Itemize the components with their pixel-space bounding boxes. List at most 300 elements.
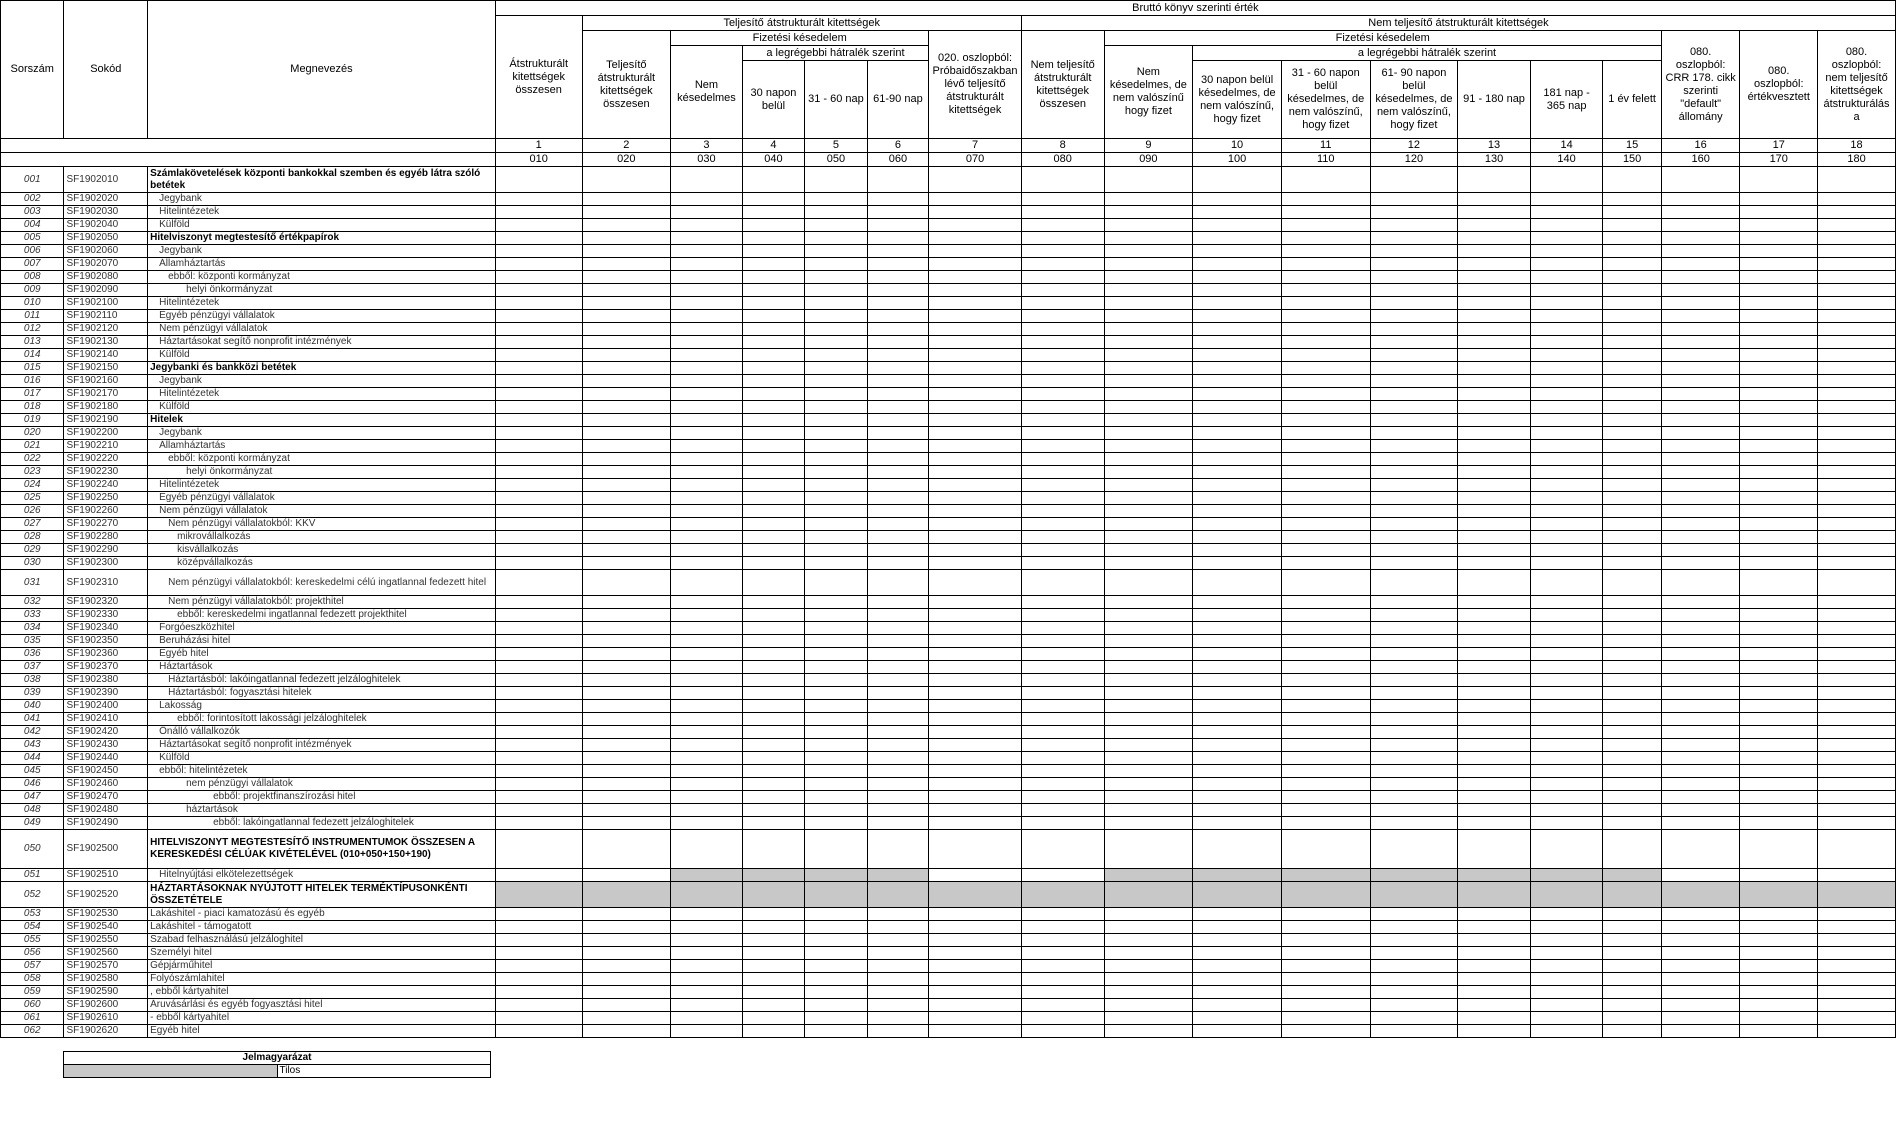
value-cell[interactable] [1530,778,1603,791]
value-cell[interactable] [1193,414,1282,427]
value-cell[interactable] [582,713,671,726]
value-cell[interactable] [1104,739,1193,752]
value-cell[interactable] [929,947,1022,960]
value-cell[interactable] [1370,167,1458,193]
value-cell[interactable] [1370,713,1458,726]
value-cell[interactable] [929,297,1022,310]
value-cell[interactable] [1740,713,1818,726]
value-cell[interactable] [742,492,804,505]
value-cell[interactable] [1530,349,1603,362]
value-cell[interactable] [1370,219,1458,232]
value-cell[interactable] [671,479,743,492]
value-cell[interactable] [1740,336,1818,349]
value-cell[interactable] [1281,687,1370,700]
value-cell[interactable] [582,336,671,349]
value-cell[interactable] [1818,310,1896,323]
value-cell[interactable] [1193,349,1282,362]
value-cell[interactable] [1818,726,1896,739]
value-cell[interactable] [867,986,928,999]
value-cell[interactable] [1370,986,1458,999]
value-cell[interactable] [742,245,804,258]
value-cell[interactable] [1370,999,1458,1012]
value-cell[interactable] [867,726,928,739]
value-cell[interactable] [805,700,867,713]
value-cell[interactable] [867,908,928,921]
value-cell[interactable] [1818,947,1896,960]
value-cell[interactable] [1818,245,1896,258]
value-cell[interactable] [1530,908,1603,921]
value-cell[interactable] [1104,375,1193,388]
value-cell[interactable] [1104,219,1193,232]
value-cell[interactable] [805,622,867,635]
value-cell[interactable] [1661,635,1740,648]
value-cell[interactable] [1458,635,1531,648]
value-cell[interactable] [1818,830,1896,869]
value-cell[interactable] [1530,531,1603,544]
value-cell[interactable] [867,401,928,414]
value-cell[interactable] [867,544,928,557]
value-cell[interactable] [582,167,671,193]
value-cell[interactable] [805,609,867,622]
value-cell[interactable] [1021,726,1104,739]
value-cell[interactable] [1021,804,1104,817]
value-cell[interactable] [1370,778,1458,791]
value-cell[interactable] [1661,596,1740,609]
value-cell[interactable] [867,830,928,869]
value-cell[interactable] [929,323,1022,336]
value-cell[interactable] [1370,804,1458,817]
value-cell[interactable] [1530,804,1603,817]
value-cell[interactable] [1818,505,1896,518]
value-cell[interactable] [1603,713,1661,726]
value-cell[interactable] [671,570,743,596]
value-cell[interactable] [929,193,1022,206]
value-cell[interactable] [1193,258,1282,271]
value-cell[interactable] [1530,817,1603,830]
value-cell[interactable] [1740,427,1818,440]
value-cell[interactable] [1193,518,1282,531]
value-cell[interactable] [1281,531,1370,544]
value-cell[interactable] [1818,596,1896,609]
value-cell[interactable] [1021,466,1104,479]
value-cell[interactable] [1193,947,1282,960]
value-cell[interactable] [1021,765,1104,778]
value-cell[interactable] [929,518,1022,531]
value-cell[interactable] [1818,635,1896,648]
value-cell[interactable] [867,167,928,193]
value-cell[interactable] [929,674,1022,687]
value-cell[interactable] [1193,700,1282,713]
value-cell[interactable] [1458,947,1531,960]
value-cell[interactable] [671,557,743,570]
value-cell[interactable] [1818,570,1896,596]
value-cell[interactable] [1021,414,1104,427]
value-cell[interactable] [1603,739,1661,752]
value-cell[interactable] [1818,284,1896,297]
value-cell[interactable] [1530,1025,1603,1038]
value-cell[interactable] [1104,388,1193,401]
value-cell[interactable] [495,570,582,596]
value-cell[interactable] [1603,830,1661,869]
value-cell[interactable] [867,609,928,622]
value-cell[interactable] [1661,440,1740,453]
value-cell[interactable] [1281,622,1370,635]
value-cell[interactable] [1458,544,1531,557]
value-cell[interactable] [1661,778,1740,791]
value-cell[interactable] [582,869,671,882]
value-cell[interactable] [1281,544,1370,557]
value-cell[interactable] [495,349,582,362]
value-cell[interactable] [1661,908,1740,921]
value-cell[interactable] [1370,479,1458,492]
value-cell[interactable] [1740,323,1818,336]
value-cell[interactable] [1530,947,1603,960]
value-cell[interactable] [867,232,928,245]
value-cell[interactable] [495,440,582,453]
value-cell[interactable] [805,245,867,258]
value-cell[interactable] [805,570,867,596]
value-cell[interactable] [582,674,671,687]
value-cell[interactable] [1193,830,1282,869]
value-cell[interactable] [929,492,1022,505]
value-cell[interactable] [1370,908,1458,921]
value-cell[interactable] [929,960,1022,973]
value-cell[interactable] [1603,531,1661,544]
value-cell[interactable] [1661,427,1740,440]
value-cell[interactable] [1740,544,1818,557]
value-cell[interactable] [867,245,928,258]
value-cell[interactable] [1818,531,1896,544]
value-cell[interactable] [1818,557,1896,570]
value-cell[interactable] [495,1012,582,1025]
value-cell[interactable] [805,921,867,934]
value-cell[interactable] [1193,1012,1282,1025]
value-cell[interactable] [742,817,804,830]
value-cell[interactable] [1021,1012,1104,1025]
value-cell[interactable] [1193,804,1282,817]
value-cell[interactable] [1104,258,1193,271]
value-cell[interactable] [1104,921,1193,934]
value-cell[interactable] [582,1025,671,1038]
value-cell[interactable] [582,739,671,752]
value-cell[interactable] [929,219,1022,232]
value-cell[interactable] [929,596,1022,609]
value-cell[interactable] [1603,388,1661,401]
value-cell[interactable] [1104,934,1193,947]
value-cell[interactable] [1530,700,1603,713]
value-cell[interactable] [1104,349,1193,362]
value-cell[interactable] [1818,869,1896,882]
value-cell[interactable] [1458,453,1531,466]
value-cell[interactable] [1104,791,1193,804]
value-cell[interactable] [1193,999,1282,1012]
value-cell[interactable] [671,752,743,765]
value-cell[interactable] [1281,726,1370,739]
value-cell[interactable] [742,596,804,609]
value-cell[interactable] [1530,596,1603,609]
value-cell[interactable] [1281,258,1370,271]
value-cell[interactable] [1740,609,1818,622]
value-cell[interactable] [1458,739,1531,752]
value-cell[interactable] [1740,258,1818,271]
value-cell[interactable] [1281,479,1370,492]
value-cell[interactable] [495,232,582,245]
value-cell[interactable] [1740,349,1818,362]
value-cell[interactable] [1281,830,1370,869]
value-cell[interactable] [1818,440,1896,453]
value-cell[interactable] [1104,882,1193,908]
value-cell[interactable] [1603,752,1661,765]
value-cell[interactable] [1661,947,1740,960]
value-cell[interactable] [1740,245,1818,258]
value-cell[interactable] [805,310,867,323]
value-cell[interactable] [867,713,928,726]
value-cell[interactable] [1603,934,1661,947]
value-cell[interactable] [1603,908,1661,921]
value-cell[interactable] [742,440,804,453]
value-cell[interactable] [742,960,804,973]
value-cell[interactable] [867,973,928,986]
value-cell[interactable] [742,167,804,193]
value-cell[interactable] [805,986,867,999]
value-cell[interactable] [495,687,582,700]
value-cell[interactable] [1104,947,1193,960]
value-cell[interactable] [1104,310,1193,323]
value-cell[interactable] [867,440,928,453]
value-cell[interactable] [1661,362,1740,375]
value-cell[interactable] [805,206,867,219]
value-cell[interactable] [1458,1012,1531,1025]
value-cell[interactable] [1661,726,1740,739]
value-cell[interactable] [1021,986,1104,999]
value-cell[interactable] [495,869,582,882]
value-cell[interactable] [582,518,671,531]
value-cell[interactable] [1661,830,1740,869]
value-cell[interactable] [742,999,804,1012]
value-cell[interactable] [1193,765,1282,778]
value-cell[interactable] [805,479,867,492]
value-cell[interactable] [582,531,671,544]
value-cell[interactable] [805,661,867,674]
value-cell[interactable] [1104,908,1193,921]
value-cell[interactable] [582,349,671,362]
value-cell[interactable] [495,518,582,531]
value-cell[interactable] [929,167,1022,193]
value-cell[interactable] [1021,323,1104,336]
value-cell[interactable] [582,817,671,830]
value-cell[interactable] [1370,518,1458,531]
value-cell[interactable] [1021,960,1104,973]
value-cell[interactable] [929,713,1022,726]
value-cell[interactable] [742,284,804,297]
value-cell[interactable] [1458,791,1531,804]
value-cell[interactable] [671,986,743,999]
value-cell[interactable] [582,440,671,453]
value-cell[interactable] [1370,869,1458,882]
value-cell[interactable] [929,882,1022,908]
value-cell[interactable] [1193,869,1282,882]
value-cell[interactable] [1021,648,1104,661]
value-cell[interactable] [1104,1025,1193,1038]
value-cell[interactable] [1603,557,1661,570]
value-cell[interactable] [1193,544,1282,557]
value-cell[interactable] [1193,557,1282,570]
value-cell[interactable] [1661,466,1740,479]
value-cell[interactable] [1281,609,1370,622]
value-cell[interactable] [671,245,743,258]
value-cell[interactable] [1370,739,1458,752]
value-cell[interactable] [495,219,582,232]
value-cell[interactable] [1104,622,1193,635]
value-cell[interactable] [867,661,928,674]
value-cell[interactable] [867,388,928,401]
value-cell[interactable] [742,804,804,817]
value-cell[interactable] [671,219,743,232]
value-cell[interactable] [1021,531,1104,544]
value-cell[interactable] [495,505,582,518]
value-cell[interactable] [1740,791,1818,804]
value-cell[interactable] [1530,193,1603,206]
value-cell[interactable] [1740,869,1818,882]
value-cell[interactable] [805,1012,867,1025]
value-cell[interactable] [1530,414,1603,427]
value-cell[interactable] [929,531,1022,544]
value-cell[interactable] [1104,297,1193,310]
value-cell[interactable] [1740,414,1818,427]
value-cell[interactable] [1021,921,1104,934]
value-cell[interactable] [1818,401,1896,414]
value-cell[interactable] [582,570,671,596]
value-cell[interactable] [1661,414,1740,427]
value-cell[interactable] [1104,778,1193,791]
value-cell[interactable] [929,687,1022,700]
value-cell[interactable] [1603,375,1661,388]
value-cell[interactable] [1458,726,1531,739]
value-cell[interactable] [1603,674,1661,687]
value-cell[interactable] [1818,388,1896,401]
value-cell[interactable] [495,414,582,427]
value-cell[interactable] [929,726,1022,739]
value-cell[interactable] [1661,934,1740,947]
value-cell[interactable] [1104,726,1193,739]
value-cell[interactable] [1458,518,1531,531]
value-cell[interactable] [1104,440,1193,453]
value-cell[interactable] [1281,882,1370,908]
value-cell[interactable] [1740,908,1818,921]
value-cell[interactable] [582,1012,671,1025]
value-cell[interactable] [582,934,671,947]
value-cell[interactable] [929,388,1022,401]
value-cell[interactable] [929,765,1022,778]
value-cell[interactable] [742,934,804,947]
value-cell[interactable] [1530,648,1603,661]
value-cell[interactable] [1104,518,1193,531]
value-cell[interactable] [1661,232,1740,245]
value-cell[interactable] [1818,466,1896,479]
value-cell[interactable] [1818,336,1896,349]
value-cell[interactable] [1818,622,1896,635]
value-cell[interactable] [929,427,1022,440]
value-cell[interactable] [1281,674,1370,687]
value-cell[interactable] [1740,765,1818,778]
value-cell[interactable] [929,570,1022,596]
value-cell[interactable] [929,544,1022,557]
value-cell[interactable] [1281,661,1370,674]
value-cell[interactable] [1281,752,1370,765]
value-cell[interactable] [1530,739,1603,752]
value-cell[interactable] [671,206,743,219]
value-cell[interactable] [1530,336,1603,349]
value-cell[interactable] [1603,622,1661,635]
value-cell[interactable] [582,492,671,505]
value-cell[interactable] [867,674,928,687]
value-cell[interactable] [1603,570,1661,596]
value-cell[interactable] [671,648,743,661]
value-cell[interactable] [582,661,671,674]
value-cell[interactable] [1281,570,1370,596]
value-cell[interactable] [1104,596,1193,609]
value-cell[interactable] [1530,1012,1603,1025]
value-cell[interactable] [742,336,804,349]
value-cell[interactable] [1193,635,1282,648]
value-cell[interactable] [582,271,671,284]
value-cell[interactable] [742,310,804,323]
value-cell[interactable] [1458,492,1531,505]
value-cell[interactable] [1370,206,1458,219]
value-cell[interactable] [1740,999,1818,1012]
value-cell[interactable] [805,414,867,427]
value-cell[interactable] [1603,440,1661,453]
value-cell[interactable] [582,310,671,323]
value-cell[interactable] [1104,531,1193,544]
value-cell[interactable] [742,726,804,739]
value-cell[interactable] [495,765,582,778]
value-cell[interactable] [1661,921,1740,934]
value-cell[interactable] [805,505,867,518]
value-cell[interactable] [1661,804,1740,817]
value-cell[interactable] [1818,232,1896,245]
value-cell[interactable] [1530,882,1603,908]
value-cell[interactable] [1740,596,1818,609]
value-cell[interactable] [1740,1012,1818,1025]
value-cell[interactable] [1281,284,1370,297]
value-cell[interactable] [805,492,867,505]
value-cell[interactable] [805,453,867,466]
value-cell[interactable] [805,674,867,687]
value-cell[interactable] [1458,336,1531,349]
value-cell[interactable] [867,193,928,206]
value-cell[interactable] [1458,674,1531,687]
value-cell[interactable] [867,492,928,505]
value-cell[interactable] [867,557,928,570]
value-cell[interactable] [1021,635,1104,648]
value-cell[interactable] [1530,635,1603,648]
value-cell[interactable] [1193,310,1282,323]
value-cell[interactable] [671,453,743,466]
value-cell[interactable] [1740,570,1818,596]
value-cell[interactable] [495,492,582,505]
value-cell[interactable] [1603,921,1661,934]
value-cell[interactable] [1021,674,1104,687]
value-cell[interactable] [495,609,582,622]
value-cell[interactable] [1530,557,1603,570]
value-cell[interactable] [1193,778,1282,791]
value-cell[interactable] [805,440,867,453]
value-cell[interactable] [495,713,582,726]
value-cell[interactable] [929,401,1022,414]
value-cell[interactable] [1021,245,1104,258]
value-cell[interactable] [1530,479,1603,492]
